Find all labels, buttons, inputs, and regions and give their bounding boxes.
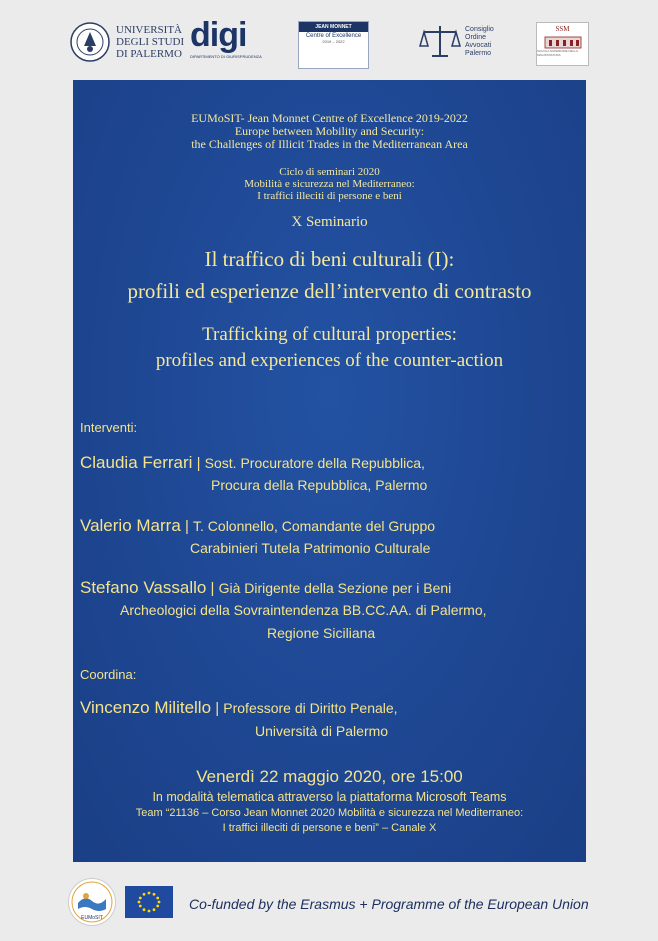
coa-line-4: Palermo <box>465 50 492 57</box>
speaker-1-name <box>80 453 425 473</box>
header-line-3: the Challenges of Illicit Trades in the Mediterranean Area <box>191 137 468 151</box>
speaker-2-name-text: Valerio Marra <box>80 516 181 535</box>
coordinator-role-2: Università di Palermo <box>255 723 389 739</box>
unipa-line-1: UNIVERSITÀ <box>116 24 182 36</box>
coordinator-role-1: Professore di Diritto Penale, <box>223 700 398 716</box>
event-team-1: Team “21136 – Corso Jean Monnet 2020 Mobilità e sicurezza nel Mediterraneo: <box>135 807 524 819</box>
speaker-2-separator: | <box>180 518 194 535</box>
event-date: Venerdì 22 maggio 2020, ore 15:00 <box>196 767 463 786</box>
coordinator-separator: | <box>211 700 224 717</box>
speaker-1-role-2: Procura della Repubblica, Palermo <box>211 477 428 493</box>
speaker-3-role-1: Già Dirigente della Sezione per i Beni <box>218 580 452 596</box>
digi-sub: DIPARTIMENTO DI GIURISPRUDENZA <box>190 54 262 59</box>
jean-monnet-line-3: 2019 – 2022 <box>322 39 345 44</box>
speaker-3-role-3: Regione Siciliana <box>267 625 376 641</box>
unipa-logo <box>70 22 184 62</box>
ssm-title: SSM <box>555 25 570 33</box>
eumosit-emblem-icon <box>69 879 115 925</box>
speaker-2-role-2: Carabinieri Tutela Patrimonio Culturale <box>190 540 431 556</box>
coa-line-2: Ordine <box>465 34 487 41</box>
eu-flag <box>125 886 173 918</box>
coordinator-name <box>80 698 398 718</box>
cycle-line-3: I traffici illeciti di persone e beni <box>257 190 402 202</box>
poster-panel <box>73 80 586 862</box>
coa-line-3: Avvocati <box>465 42 492 49</box>
seminar-label: X Seminario <box>291 214 368 230</box>
speaker-1-separator: | <box>192 455 205 472</box>
speaker-3-name <box>80 578 451 598</box>
cycle-line-2: Mobilità e sicurezza nel Mediterraneo: <box>244 178 415 190</box>
speaker-3-role-2: Archeologici della Sovraintendenza BB.CC.AA. di Palermo, <box>120 602 487 618</box>
cofunded-text: Co-funded by the Erasmus + Programme of the European Union <box>189 896 589 912</box>
eumosit-label: EUMoSIT <box>81 915 103 921</box>
unipa-line-2: DEGLI STUDI <box>116 36 185 48</box>
jean-monnet-logo <box>298 21 369 69</box>
ssm-small: SCUOLA SUPERIORE DELLA MAGISTRATURA <box>537 49 578 57</box>
coordinator-heading: Coordina: <box>80 667 137 682</box>
title-en-2: profiles and experiences of the counter-action <box>155 350 504 371</box>
digi-word: digi <box>190 16 247 54</box>
speaker-3-separator: | <box>206 580 219 597</box>
speaker-2-role-1: T. Colonnello, Comandante del Gruppo <box>193 518 436 534</box>
ssm-logo <box>536 22 589 66</box>
speaker-2-name <box>80 516 435 536</box>
jean-monnet-line-2: Centre of Excellence <box>305 33 362 39</box>
digi-logo <box>190 18 262 59</box>
speaker-1-role-1: Sost. Procuratore della Repubblica, <box>204 455 425 471</box>
unipa-seal-icon <box>70 22 110 62</box>
coa-logo <box>418 22 494 62</box>
jean-monnet-bar: JEAN MONNET <box>299 22 368 32</box>
eu-stars-icon <box>125 886 173 918</box>
event-team-2: I traffici illeciti di persone e beni” – Canale X <box>222 822 437 834</box>
speaker-3-name-text: Stefano Vassallo <box>80 578 207 597</box>
title-it-1: Il traffico di beni culturali (I): <box>204 247 455 271</box>
eumosit-logo <box>68 878 116 926</box>
header-line-2: Europe between Mobility and Security: <box>234 124 425 138</box>
title-it-2: profili ed esperienze dell’intervento di contrasto <box>127 279 532 303</box>
title-en-1: Trafficking of cultural properties: <box>202 324 457 345</box>
speakers-heading: Interventi: <box>80 420 138 435</box>
building-icon <box>543 33 583 49</box>
speaker-1-name-text: Claudia Ferrari <box>80 453 193 472</box>
logo-bar <box>0 0 658 80</box>
event-mode: In modalità telematica attraverso la piattaforma Microsoft Teams <box>152 790 507 804</box>
cycle-line-1: Ciclo di seminari 2020 <box>279 166 380 178</box>
unipa-line-3: DI PALERMO <box>116 48 182 60</box>
scales-icon <box>418 22 462 62</box>
header-line-1: EUMoSIT- Jean Monnet Centre of Excellence 2019-2022 <box>191 111 468 125</box>
coa-line-1: Consiglio <box>465 26 494 33</box>
coordinator-name-text: Vincenzo Militello <box>80 698 212 717</box>
